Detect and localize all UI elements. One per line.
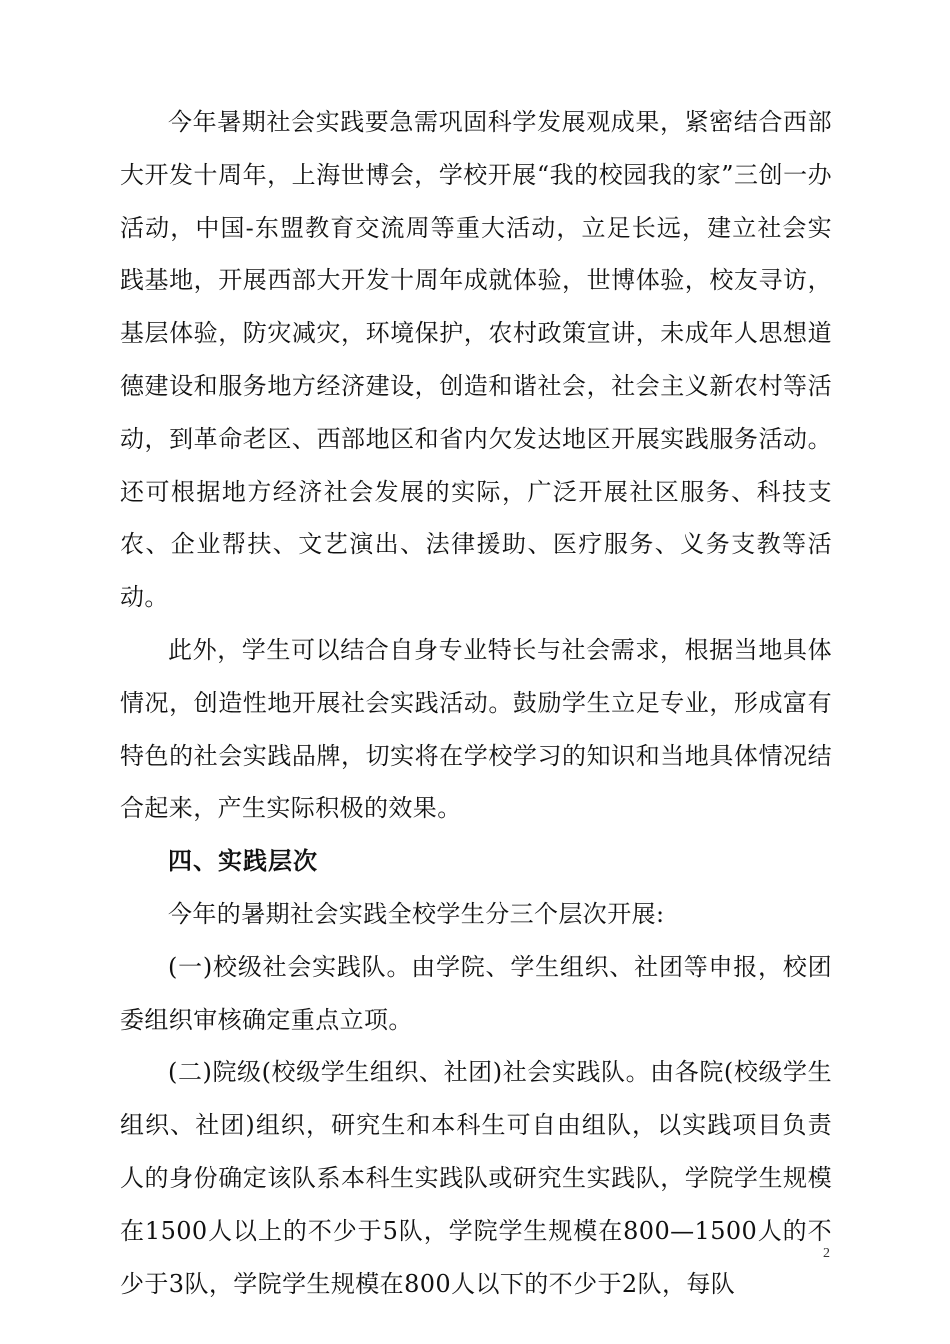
paragraph-additional: 此外，学生可以结合自身专业特长与社会需求，根据当地具体情况，创造性地开展社会实践活动。鼓励学生立足专业，形成富有特色的社会实践品牌，切实将在学校学习的知识和当地具体情况结合起来，产生实际积极的效果。 (120, 635, 832, 823)
paragraph-levels-intro: 今年的暑期社会实践全校学生分三个层次开展: (168, 899, 665, 928)
page-number: 2 (823, 1246, 830, 1261)
paragraph-intro: 今年暑期社会实践要急需巩固科学发展观成果，紧密结合西部大开发十周年，上海世博会，学校开展“我的校园我的家”三创一办活动，中国-东盟教育交流周等重大活动，立足长远，建立社会实践基地，开展西部大开发十周年成就体验，世博体验，校友寻访，基层体验，防灾减灾，环境保护，农村政策宣讲，未成年人思想道德建设和服务地方经济建设，创造和谐社会，社会主义新农村等活动，到革命老区、西部地区和省内欠发达地区开展实践服务活动。还可根据地方经济社会发展的实际，广泛开展社区服务、科技支农、企业帮扶、文艺演出、法律援助、医疗服务、义务支教等活动。 (120, 108, 832, 612)
paragraph-level-college: (二)院级(校级学生组织、社团)社会实践队。由各院(校级学生组织、社团)组织，研究生和本科生可自由组队，以实践项目负责人的身份确定该队系本科生实践队或研究生实践队，学院学生规模在1500人以上的不少于5队，学院学生规模在800—1500人的不少于3队，学院学生规模在800人以下的不少于2队，每队 (120, 1058, 832, 1298)
section-heading: 四、实践层次 (168, 847, 318, 876)
document-body (120, 96, 832, 1310)
paragraph-level-school: (一)校级社会实践队。由学院、学生组织、社团等申报，校团委组织审核确定重点立项。 (120, 952, 832, 1034)
